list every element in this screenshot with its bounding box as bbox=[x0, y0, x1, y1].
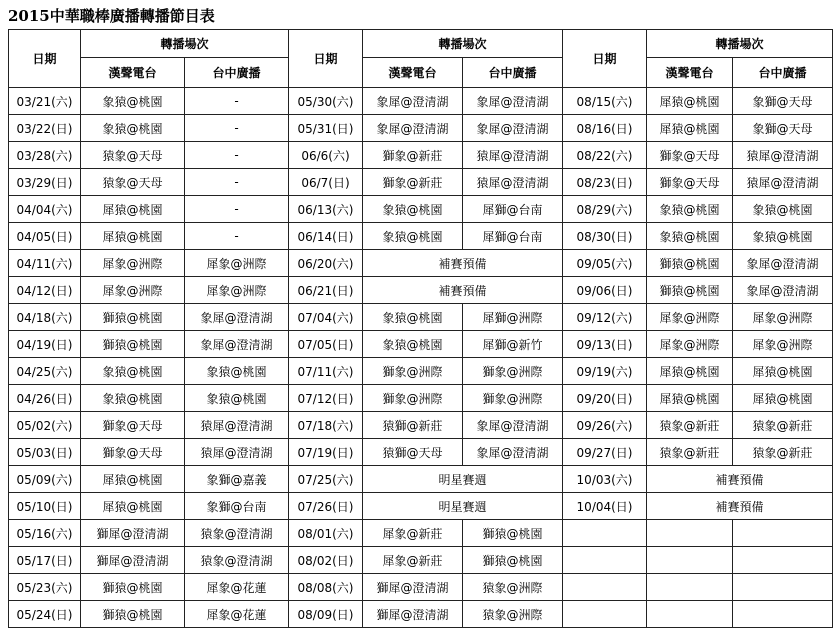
station1-game-cell: 犀象@洲際 bbox=[647, 331, 733, 358]
date-cell: 05/03(日) bbox=[9, 439, 81, 466]
station1-game-cell: 獅象@天母 bbox=[647, 142, 733, 169]
table-row bbox=[9, 385, 833, 412]
station2-header: 台中廣播 bbox=[463, 58, 563, 88]
station2-header: 台中廣播 bbox=[733, 58, 833, 88]
station2-game-cell: 犀象@洲際 bbox=[185, 277, 289, 304]
date-cell: 07/19(日) bbox=[289, 439, 363, 466]
date-cell: 04/04(六) bbox=[9, 196, 81, 223]
station1-game-cell: 犀象@洲際 bbox=[81, 277, 185, 304]
station2-game-cell: 猿象@洲際 bbox=[463, 601, 563, 628]
station2-game-cell: 獅猿@桃園 bbox=[463, 547, 563, 574]
table-row bbox=[9, 466, 833, 493]
date-cell: 06/21(日) bbox=[289, 277, 363, 304]
date-cell: 05/31(日) bbox=[289, 115, 363, 142]
station2-game-cell: 獅象@洲際 bbox=[463, 358, 563, 385]
date-cell: 07/04(六) bbox=[289, 304, 363, 331]
table-row bbox=[9, 547, 833, 574]
date-cell: 08/09(日) bbox=[289, 601, 363, 628]
date-cell: 08/15(六) bbox=[563, 88, 647, 115]
table-row bbox=[9, 169, 833, 196]
station1-game-cell: 犀猿@桃園 bbox=[647, 385, 733, 412]
date-header: 日期 bbox=[289, 30, 363, 88]
date-cell: 03/22(日) bbox=[9, 115, 81, 142]
date-cell: 09/26(六) bbox=[563, 412, 647, 439]
station2-game-cell: 獅象@洲際 bbox=[463, 385, 563, 412]
station2-game-cell: 象犀@澄清湖 bbox=[733, 250, 833, 277]
station2-game-cell: 象犀@澄清湖 bbox=[185, 304, 289, 331]
station1-game-cell: 犀象@新莊 bbox=[363, 547, 463, 574]
station2-game-cell: 犀象@花蓮 bbox=[185, 574, 289, 601]
date-cell: 07/18(六) bbox=[289, 412, 363, 439]
date-cell: 10/03(六) bbox=[563, 466, 647, 493]
date-cell: 05/10(日) bbox=[9, 493, 81, 520]
table-row bbox=[9, 304, 833, 331]
date-cell: 05/17(日) bbox=[9, 547, 81, 574]
station1-game-cell: 獅犀@澄清湖 bbox=[81, 520, 185, 547]
station1-game-cell: 猿獅@新莊 bbox=[363, 412, 463, 439]
table-row bbox=[9, 358, 833, 385]
station1-game-cell: 猿象@天母 bbox=[81, 142, 185, 169]
station1-game-cell: 象猿@桃園 bbox=[647, 196, 733, 223]
station2-game-cell: 猿象@新莊 bbox=[733, 439, 833, 466]
date-cell: 06/7(日) bbox=[289, 169, 363, 196]
station2-game-cell: 象猿@桃園 bbox=[185, 358, 289, 385]
date-cell: 09/13(日) bbox=[563, 331, 647, 358]
date-cell: 03/28(六) bbox=[9, 142, 81, 169]
broadcast-header: 轉播場次 bbox=[363, 30, 563, 58]
empty-cell bbox=[647, 520, 733, 547]
station2-game-cell: 猿犀@澄清湖 bbox=[185, 439, 289, 466]
station2-game-cell: 猿犀@澄清湖 bbox=[733, 142, 833, 169]
empty-cell bbox=[733, 520, 833, 547]
merged-event-cell: 補賽預備 bbox=[647, 493, 833, 520]
date-cell: 03/21(六) bbox=[9, 88, 81, 115]
station2-game-cell: - bbox=[185, 142, 289, 169]
date-cell: 04/05(日) bbox=[9, 223, 81, 250]
empty-cell bbox=[563, 520, 647, 547]
table-row bbox=[9, 250, 833, 277]
station2-game-cell: 犀獅@洲際 bbox=[463, 304, 563, 331]
station2-game-cell: 犀獅@台南 bbox=[463, 223, 563, 250]
station1-game-cell: 犀猿@桃園 bbox=[81, 223, 185, 250]
date-cell: 08/01(六) bbox=[289, 520, 363, 547]
station1-header: 漢聲電台 bbox=[363, 58, 463, 88]
date-cell: 08/30(日) bbox=[563, 223, 647, 250]
station1-game-cell: 象犀@澄清湖 bbox=[363, 88, 463, 115]
station1-game-cell: 獅象@天母 bbox=[81, 439, 185, 466]
station2-game-cell: 象獅@天母 bbox=[733, 115, 833, 142]
table-row bbox=[9, 412, 833, 439]
station1-game-cell: 犀猿@桃園 bbox=[81, 493, 185, 520]
date-cell: 03/29(日) bbox=[9, 169, 81, 196]
date-cell: 06/13(六) bbox=[289, 196, 363, 223]
station2-game-cell: 犀猿@桃園 bbox=[733, 385, 833, 412]
station1-game-cell: 象猿@桃園 bbox=[81, 358, 185, 385]
date-cell: 09/05(六) bbox=[563, 250, 647, 277]
empty-cell bbox=[733, 547, 833, 574]
station1-game-cell: 獅象@新莊 bbox=[363, 142, 463, 169]
station1-game-cell: 象猿@桃園 bbox=[363, 223, 463, 250]
date-cell: 09/19(六) bbox=[563, 358, 647, 385]
date-cell: 04/12(日) bbox=[9, 277, 81, 304]
station2-game-cell: - bbox=[185, 169, 289, 196]
empty-cell bbox=[647, 547, 733, 574]
date-header: 日期 bbox=[563, 30, 647, 88]
station1-game-cell: 獅猿@桃園 bbox=[81, 304, 185, 331]
station2-game-cell: 猿象@洲際 bbox=[463, 574, 563, 601]
station1-game-cell: 象猿@桃園 bbox=[647, 223, 733, 250]
station2-game-cell: 犀獅@台南 bbox=[463, 196, 563, 223]
station1-game-cell: 象猿@桃園 bbox=[81, 385, 185, 412]
station2-game-cell: 象猿@桃園 bbox=[185, 385, 289, 412]
date-header: 日期 bbox=[9, 30, 81, 88]
date-cell: 04/18(六) bbox=[9, 304, 81, 331]
date-cell: 08/16(日) bbox=[563, 115, 647, 142]
station1-game-cell: 犀猿@桃園 bbox=[81, 466, 185, 493]
station1-header: 漢聲電台 bbox=[647, 58, 733, 88]
station2-game-cell: - bbox=[185, 88, 289, 115]
station1-game-cell: 犀象@洲際 bbox=[647, 304, 733, 331]
station1-game-cell: 犀象@新莊 bbox=[363, 520, 463, 547]
date-cell: 08/23(日) bbox=[563, 169, 647, 196]
date-cell: 08/29(六) bbox=[563, 196, 647, 223]
station1-game-cell: 猿象@新莊 bbox=[647, 439, 733, 466]
date-cell: 04/26(日) bbox=[9, 385, 81, 412]
station1-game-cell: 獅猿@桃園 bbox=[81, 601, 185, 628]
station2-game-cell: 象犀@澄清湖 bbox=[733, 277, 833, 304]
station2-game-cell: 猿象@澄清湖 bbox=[185, 520, 289, 547]
date-cell: 07/05(日) bbox=[289, 331, 363, 358]
broadcast-header: 轉播場次 bbox=[81, 30, 289, 58]
date-cell: 08/22(六) bbox=[563, 142, 647, 169]
date-cell: 08/02(日) bbox=[289, 547, 363, 574]
station2-game-cell: - bbox=[185, 196, 289, 223]
station1-game-cell: 象猿@桃園 bbox=[363, 196, 463, 223]
station2-game-cell: 猿犀@澄清湖 bbox=[463, 142, 563, 169]
date-cell: 05/24(日) bbox=[9, 601, 81, 628]
station1-game-cell: 獅猿@桃園 bbox=[81, 574, 185, 601]
station1-game-cell: 獅象@天母 bbox=[81, 412, 185, 439]
date-cell: 07/12(日) bbox=[289, 385, 363, 412]
station1-game-cell: 獅猿@桃園 bbox=[647, 250, 733, 277]
station2-game-cell: 猿象@新莊 bbox=[733, 412, 833, 439]
station1-game-cell: 猿獅@天母 bbox=[363, 439, 463, 466]
date-cell: 07/26(日) bbox=[289, 493, 363, 520]
station1-game-cell: 象犀@澄清湖 bbox=[363, 115, 463, 142]
station1-game-cell: 獅象@天母 bbox=[647, 169, 733, 196]
date-cell: 09/27(日) bbox=[563, 439, 647, 466]
station2-game-cell: 象犀@澄清湖 bbox=[463, 439, 563, 466]
date-cell: 05/30(六) bbox=[289, 88, 363, 115]
station2-game-cell: 象犀@澄清湖 bbox=[463, 115, 563, 142]
station1-game-cell: 獅猿@桃園 bbox=[647, 277, 733, 304]
station1-game-cell: 猿象@天母 bbox=[81, 169, 185, 196]
date-cell: 09/20(日) bbox=[563, 385, 647, 412]
station2-game-cell: 象犀@澄清湖 bbox=[463, 412, 563, 439]
station1-game-cell: 犀猿@桃園 bbox=[647, 358, 733, 385]
station1-game-cell: 獅犀@澄清湖 bbox=[363, 574, 463, 601]
table-row bbox=[9, 277, 833, 304]
station1-game-cell: 猿象@新莊 bbox=[647, 412, 733, 439]
station2-game-cell: 象猿@桃園 bbox=[733, 196, 833, 223]
empty-cell bbox=[563, 547, 647, 574]
table-row bbox=[9, 601, 833, 628]
date-cell: 06/14(日) bbox=[289, 223, 363, 250]
station1-game-cell: 獅猿@桃園 bbox=[81, 331, 185, 358]
broadcast-header: 轉播場次 bbox=[647, 30, 833, 58]
table-row bbox=[9, 223, 833, 250]
date-cell: 08/08(六) bbox=[289, 574, 363, 601]
date-cell: 04/19(日) bbox=[9, 331, 81, 358]
station2-game-cell: 猿象@澄清湖 bbox=[185, 547, 289, 574]
table-row bbox=[9, 493, 833, 520]
table-row bbox=[9, 142, 833, 169]
station2-game-cell: 猿犀@澄清湖 bbox=[185, 412, 289, 439]
station1-game-cell: 象猿@桃園 bbox=[363, 304, 463, 331]
date-cell: 09/12(六) bbox=[563, 304, 647, 331]
date-cell: 05/09(六) bbox=[9, 466, 81, 493]
empty-cell bbox=[733, 574, 833, 601]
station2-game-cell: 犀象@花蓮 bbox=[185, 601, 289, 628]
empty-cell bbox=[733, 601, 833, 628]
station1-game-cell: 犀猿@桃園 bbox=[647, 88, 733, 115]
date-cell: 06/20(六) bbox=[289, 250, 363, 277]
station2-game-cell: - bbox=[185, 223, 289, 250]
table-row bbox=[9, 439, 833, 466]
station1-game-cell: 獅象@洲際 bbox=[363, 385, 463, 412]
merged-event-cell: 明星賽週 bbox=[363, 493, 563, 520]
merged-event-cell: 補賽預備 bbox=[363, 250, 563, 277]
table-row bbox=[9, 88, 833, 115]
table-row bbox=[9, 331, 833, 358]
station1-game-cell: 獅犀@澄清湖 bbox=[363, 601, 463, 628]
station2-game-cell: 犀猿@桃園 bbox=[733, 358, 833, 385]
date-cell: 04/11(六) bbox=[9, 250, 81, 277]
date-cell: 10/04(日) bbox=[563, 493, 647, 520]
date-cell: 05/23(六) bbox=[9, 574, 81, 601]
station1-game-cell: 犀象@洲際 bbox=[81, 250, 185, 277]
broadcast-schedule-table bbox=[8, 29, 833, 628]
station1-game-cell: 獅象@新莊 bbox=[363, 169, 463, 196]
schedule-body bbox=[9, 88, 833, 628]
date-cell: 07/25(六) bbox=[289, 466, 363, 493]
station2-game-cell: 象猿@桃園 bbox=[733, 223, 833, 250]
empty-cell bbox=[563, 574, 647, 601]
station2-game-cell: 獅猿@桃園 bbox=[463, 520, 563, 547]
date-cell: 04/25(六) bbox=[9, 358, 81, 385]
station1-game-cell: 犀猿@桃園 bbox=[647, 115, 733, 142]
date-cell: 05/02(六) bbox=[9, 412, 81, 439]
station2-game-cell: 象犀@澄清湖 bbox=[463, 88, 563, 115]
table-row bbox=[9, 115, 833, 142]
station2-game-cell: 象犀@澄清湖 bbox=[185, 331, 289, 358]
station1-header: 漢聲電台 bbox=[81, 58, 185, 88]
station2-game-cell: 猿犀@澄清湖 bbox=[733, 169, 833, 196]
empty-cell bbox=[563, 601, 647, 628]
station2-game-cell: 犀象@洲際 bbox=[733, 304, 833, 331]
station2-game-cell: 象獅@天母 bbox=[733, 88, 833, 115]
table-row bbox=[9, 574, 833, 601]
page-title: 2015中華職棒廣播轉播節目表 bbox=[8, 7, 215, 25]
date-cell: 06/6(六) bbox=[289, 142, 363, 169]
empty-cell bbox=[647, 574, 733, 601]
station2-game-cell: 猿犀@澄清湖 bbox=[463, 169, 563, 196]
station1-game-cell: 犀猿@桃園 bbox=[81, 196, 185, 223]
empty-cell bbox=[647, 601, 733, 628]
station2-game-cell: 象獅@台南 bbox=[185, 493, 289, 520]
station2-game-cell: 犀象@洲際 bbox=[733, 331, 833, 358]
station1-game-cell: 象猿@桃園 bbox=[363, 331, 463, 358]
station2-game-cell: - bbox=[185, 115, 289, 142]
table-row bbox=[9, 520, 833, 547]
merged-event-cell: 補賽預備 bbox=[363, 277, 563, 304]
merged-event-cell: 補賽預備 bbox=[647, 466, 833, 493]
station1-game-cell: 獅象@洲際 bbox=[363, 358, 463, 385]
date-cell: 09/06(日) bbox=[563, 277, 647, 304]
date-cell: 05/16(六) bbox=[9, 520, 81, 547]
merged-event-cell: 明星賽週 bbox=[363, 466, 563, 493]
station1-game-cell: 象猿@桃園 bbox=[81, 88, 185, 115]
station2-header: 台中廣播 bbox=[185, 58, 289, 88]
table-row bbox=[9, 196, 833, 223]
station2-game-cell: 犀獅@新竹 bbox=[463, 331, 563, 358]
station2-game-cell: 犀象@洲際 bbox=[185, 250, 289, 277]
station1-game-cell: 獅犀@澄清湖 bbox=[81, 547, 185, 574]
station2-game-cell: 象獅@嘉義 bbox=[185, 466, 289, 493]
station1-game-cell: 象猿@桃園 bbox=[81, 115, 185, 142]
date-cell: 07/11(六) bbox=[289, 358, 363, 385]
